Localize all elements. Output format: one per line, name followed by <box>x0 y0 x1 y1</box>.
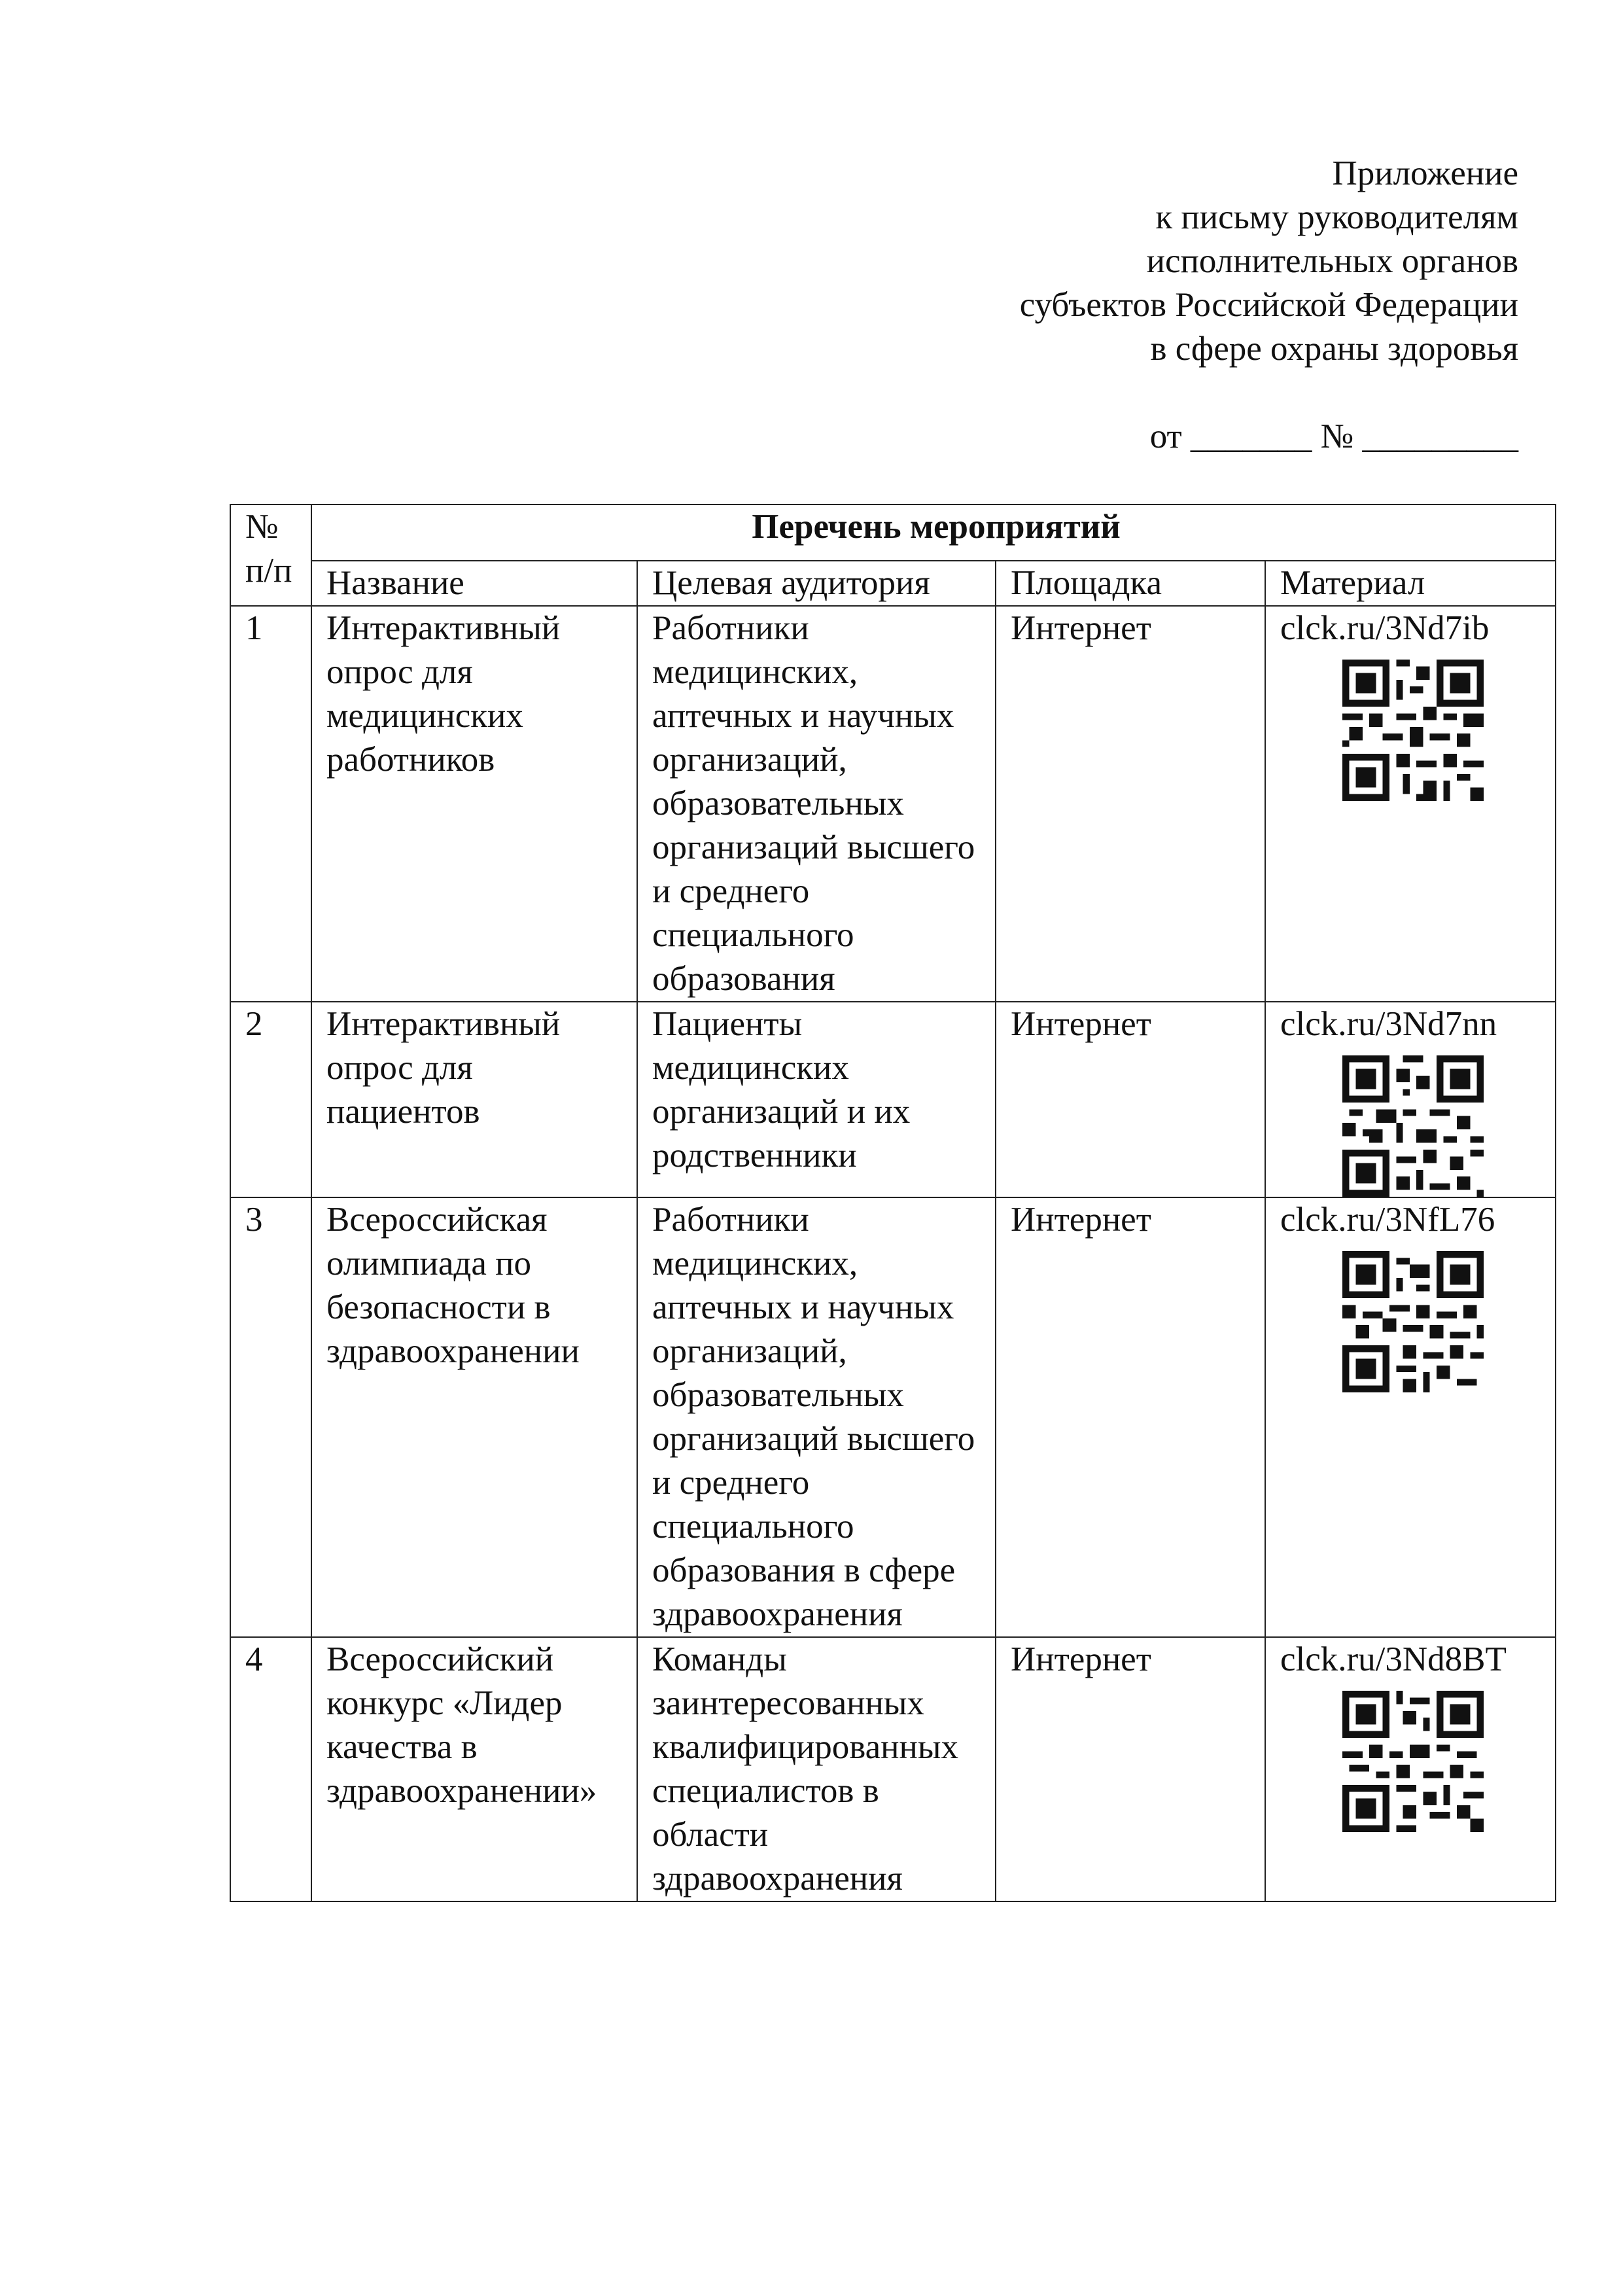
event-place: Интернет <box>996 1197 1265 1637</box>
qr-code-icon <box>1342 1251 1484 1392</box>
qr-code-icon <box>1342 1055 1484 1197</box>
qr-code-icon <box>1342 1691 1484 1832</box>
event-place: Интернет <box>996 606 1265 1002</box>
row-number: 1 <box>230 606 311 1002</box>
table-row <box>230 1637 1556 1901</box>
column-header-name: Название <box>311 561 637 606</box>
event-audience: Работники медицинских, аптечных и научных организаций, образовательных организаций высшего и среднего специального образования <box>637 606 996 1002</box>
material-cell <box>1265 1637 1556 1901</box>
event-place: Интернет <box>996 1637 1265 1901</box>
qr-code-icon <box>1342 660 1484 801</box>
material-cell <box>1265 1197 1556 1637</box>
material-link[interactable]: clck.ru/3Nd7ib <box>1280 609 1490 647</box>
event-name: Всероссийский конкурс «Лидер качества в здравоохранении» <box>311 1637 637 1901</box>
column-header-material: Материал <box>1265 561 1556 606</box>
events-table <box>230 504 1556 1902</box>
column-header-place: Площадка <box>996 561 1265 606</box>
table-row <box>230 1197 1556 1637</box>
row-number: 4 <box>230 1637 311 1901</box>
table-row <box>230 1002 1556 1197</box>
row-number: 3 <box>230 1197 311 1637</box>
header-line: в сфере охраны здоровья <box>1150 330 1518 368</box>
appendix-header <box>1020 152 1518 459</box>
num-column-header: № п/п <box>230 504 311 606</box>
event-place: Интернет <box>996 1002 1265 1197</box>
material-cell <box>1265 1002 1556 1197</box>
material-link[interactable]: clck.ru/3Nd7nn <box>1280 1005 1497 1043</box>
header-line: к письму руководителям <box>1155 198 1518 236</box>
event-audience: Команды заинтересованных квалифицированных специалистов в области здравоохранения <box>637 1637 996 1901</box>
material-cell <box>1265 606 1556 1002</box>
event-audience: Работники медицинских, аптечных и научных организаций, образовательных организаций высшего и среднего специального образования в сфере здравоохранения <box>637 1197 996 1637</box>
header-line: исполнительных органов <box>1146 242 1518 280</box>
material-link[interactable]: clck.ru/3Nd8BT <box>1280 1640 1507 1678</box>
material-link[interactable]: clck.ru/3NfL76 <box>1280 1201 1495 1239</box>
date-number-line: от _______ № _________ <box>1149 417 1518 455</box>
event-name: Интерактивный опрос для пациентов <box>311 1002 637 1197</box>
event-audience: Пациенты медицинских организаций и их родственники <box>637 1002 996 1197</box>
column-header-audience: Целевая аудитория <box>637 561 996 606</box>
table-row <box>230 606 1556 1002</box>
event-name: Всероссийская олимпиада по безопасности в здравоохранении <box>311 1197 637 1637</box>
event-name: Интерактивный опрос для медицинских работников <box>311 606 637 1002</box>
table-title: Перечень мероприятий <box>311 504 1556 561</box>
header-line: субъектов Российской Федерации <box>1019 286 1518 324</box>
row-number: 2 <box>230 1002 311 1197</box>
header-line: Приложение <box>1332 154 1518 192</box>
